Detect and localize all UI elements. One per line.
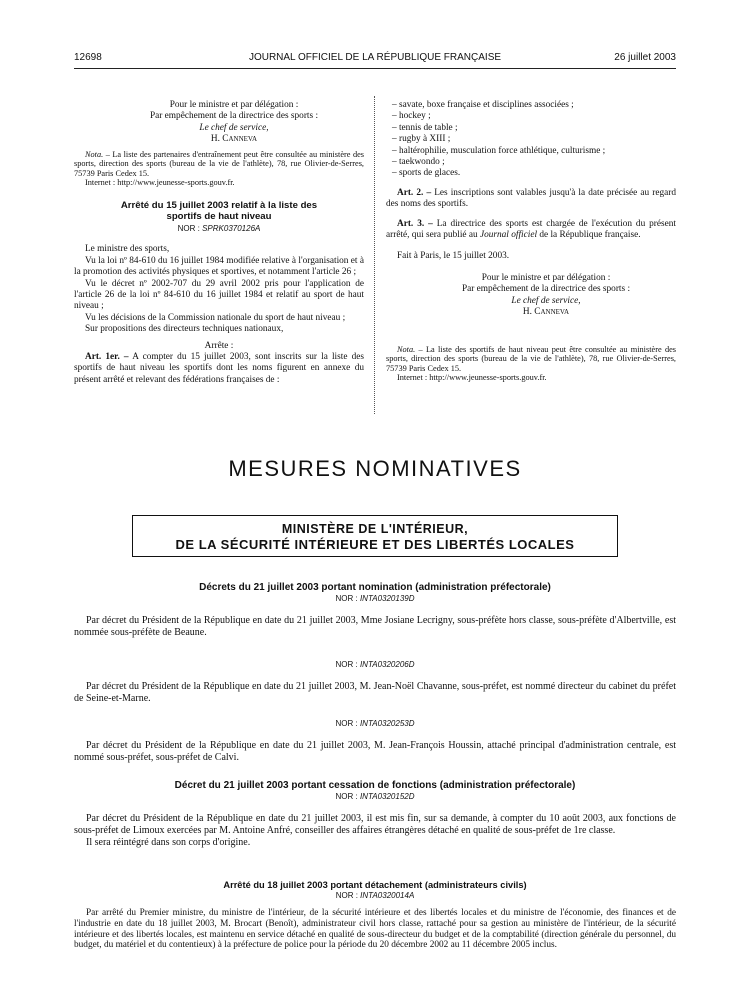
article-text: La directrice des sports est chargée de l'exécution du présent arrêté, qui sera publié au xyxy=(386,218,677,241)
nor-line xyxy=(74,891,676,900)
note-label: Nota. – xyxy=(397,344,423,354)
nor-label: NOR : xyxy=(335,891,358,900)
nor-code: INTA0320253D xyxy=(359,719,415,728)
nor-code: INTA0320014A xyxy=(360,891,415,900)
issue-date: 26 juillet 2003 xyxy=(614,52,676,63)
signature-line: Par empêchement de la directrice des sports : xyxy=(149,111,319,122)
note-text: La liste des sportifs de haut niveau peut être consultée au ministère des sports, direction des sports (bureau de la vie de l'athlète), 78, rue Olivier-de-Serres, 75739 Paris Cedex 15. xyxy=(386,344,677,373)
signature-block xyxy=(386,273,676,319)
decree-section xyxy=(74,718,676,764)
nor-line xyxy=(74,660,676,669)
nor-line xyxy=(74,594,676,603)
arrete-nor xyxy=(74,223,364,234)
nor-line xyxy=(74,719,676,728)
nor-label: NOR : xyxy=(335,792,358,801)
column-separator xyxy=(374,96,375,414)
right-column xyxy=(386,100,676,383)
decree-section xyxy=(74,659,676,705)
journal-title: JOURNAL OFFICIEL DE LA RÉPUBLIQUE FRANÇAISE xyxy=(248,52,502,63)
minister-line: Le ministre des sports, xyxy=(85,244,170,255)
section-title: Décrets du 21 juillet 2003 portant nomination (administration préfectorale) xyxy=(199,582,551,593)
article-2 xyxy=(386,188,676,211)
note-paragraph xyxy=(386,345,676,374)
signature-title: Le chef de service, xyxy=(199,122,269,133)
nor-label: NOR : xyxy=(335,719,358,728)
journal-name: Journal officiel xyxy=(479,230,538,241)
list-item: – taekwondo ; xyxy=(392,157,445,168)
signature-line: Pour le ministre et par délégation : xyxy=(481,272,611,283)
header-rule xyxy=(74,68,676,69)
decree-text: Par décret du Président de la République en date du 21 juillet 2003, Mme Josiane Lecrigny, sous-préfète hors classe, sous-préfète d'Albertville, est nommée sous-préfète de Beaune. xyxy=(74,615,676,638)
nor-line xyxy=(74,792,676,801)
note-label: Nota. – xyxy=(85,149,110,159)
article-3 xyxy=(386,219,676,242)
decree-section xyxy=(74,880,676,951)
list-item: – haltérophilie, musculation force athlétique, culturisme ; xyxy=(392,145,606,156)
list-item: – savate, boxe française et disciplines associées ; xyxy=(392,100,574,110)
signature-line: Pour le ministre et par délégation : xyxy=(169,100,299,110)
article-label: Art. 3. – xyxy=(397,218,433,229)
list-item: – sports de glaces. xyxy=(392,168,461,179)
ministry-line: MINISTÈRE DE L'INTÉRIEUR, xyxy=(281,522,469,536)
decree-text: Par décret du Président de la République en date du 21 juillet 2003, M. Jean-Noël Chavanne, sous-préfet, est nommé directeur du cabinet du préfet de Seine-et-Marne. xyxy=(74,681,676,704)
left-column xyxy=(74,100,364,386)
list-item: – tennis de table ; xyxy=(392,122,458,133)
signature-line: Par empêchement de la directrice des sports : xyxy=(461,284,631,295)
decree-text: Il sera réintégré dans son corps d'origine. xyxy=(86,837,251,848)
article-label: Art. 2. – xyxy=(397,187,432,198)
signatory-name: H. Canneva xyxy=(522,307,570,318)
decree-section xyxy=(74,780,676,849)
note-internet: Internet : http://www.jeunesse-sports.gouv.fr. xyxy=(397,373,547,383)
decree-text: Par décret du Président de la République en date du 21 juillet 2003, il est mis fin, sur sa demande, à compter du 10 août 2003, aux fonctions de sous-préfet de Limoux exercées par M. Antoine Anfré, conseiller des affaires étrangères détaché en qualité de sous-préfet de 1re classe. xyxy=(74,813,676,836)
nor-label: NOR : xyxy=(335,660,358,669)
visa: Vu les décisions de la Commission nationale du sport de haut niveau ; xyxy=(85,312,346,323)
nor-label: NOR : xyxy=(335,594,358,603)
article-1 xyxy=(74,352,364,386)
signature-title: Le chef de service, xyxy=(511,295,581,306)
section-title: Arrêté du 18 juillet 2003 portant détachement (administrateurs civils) xyxy=(223,880,527,890)
arrete-word: Arrête : xyxy=(204,340,234,351)
ministry-line: DE LA SÉCURITÉ INTÉRIEURE ET DES LIBERTÉS LOCALES xyxy=(175,537,575,552)
page-number: 12698 xyxy=(74,52,102,63)
arrete-title: Arrêté du 15 juillet 2003 relatif à la liste des sportifs de haut niveau xyxy=(120,200,318,222)
nor-code: INTA0320206D xyxy=(359,660,415,669)
signatory-name: H. Canneva xyxy=(210,134,258,145)
nor-code: INTA0320152D xyxy=(359,792,415,801)
federation-list xyxy=(386,100,676,180)
article-text: A compter du 15 juillet 2003, sont inscrits sur la liste des sportifs de haut niveau les sportifs dont les noms figurent en annexe du présent arrêté et relevant des fédérations françaises de : xyxy=(74,352,364,385)
signature-block xyxy=(74,100,364,146)
visa: Vu la loi nº 84-610 du 16 juillet 1984 modifiée relative à l'organisation et à la promotion des activités physiques et sportives, et notamment l'article 26 ; xyxy=(74,255,364,278)
decree-text: Par décret du Président de la République en date du 21 juillet 2003, M. Jean-François Houssin, attaché principal d'administration centrale, est nommé sous-préfet, sous-préfet de Calvi. xyxy=(74,740,676,763)
fait-line: Fait à Paris, le 15 juillet 2003. xyxy=(397,251,510,262)
list-item: – rugby à XIII ; xyxy=(392,134,451,145)
article-label: Art. 1er. – xyxy=(85,352,129,363)
visa: Sur propositions des directeurs techniques nationaux, xyxy=(85,324,284,335)
note-internet: Internet : http://www.jeunesse-sports.gouv.fr. xyxy=(85,178,235,188)
ministry-box xyxy=(132,515,618,557)
note-paragraph xyxy=(74,150,364,179)
article-text: Les inscriptions sont valables jusqu'à la date précisée au regard des noms des sportifs. xyxy=(386,187,677,210)
decree-text: Par arrêté du Premier ministre, du ministre de l'intérieur, de la sécurité intérieure et des libertés locales et du ministre de l'économie, des finances et de l'industrie en date du 18 juillet 2003, M. Brocart (Benoît), administrateur civil hors classe, rattaché pour sa gestion au ministère de l'intérieur, de la sécurité intérieure et des libertés locales, est maintenu en service détaché en qualité de sous-directeur du budget et de la comptabilité (direction générale du personnel, du budget, du matériel et du contentieux) à la préfecture de police pour la période du 20 décembre 2002 au 11 décembre 2005 inclus. xyxy=(74,908,676,951)
nor-code: INTA0320139D xyxy=(359,594,415,603)
mesures-nominatives-heading: MESURES NOMINATIVES xyxy=(228,456,522,481)
note-text: La liste des partenaires d'entraînement peut être consultée au ministère des sports, direction des sports (bureau de la vie de l'athlète), 78, rue Olivier-de-Serres, 75739 Paris Cedex 15. xyxy=(74,149,365,178)
visa: Vu le décret nº 2002-707 du 29 avril 2002 pris pour l'application de l'article 26 de la loi nº 84-610 du 16 juillet 1984 et relatif au sport de haut niveau ; xyxy=(74,278,364,312)
article-text: de la République française. xyxy=(539,230,641,241)
nor-code: SPRK0370126A xyxy=(202,224,261,233)
nor-label: NOR : xyxy=(177,224,200,233)
list-item: – hockey ; xyxy=(392,111,431,122)
decree-section xyxy=(74,582,676,639)
section-title: Décret du 21 juillet 2003 portant cessation de fonctions (administration préfectorale) xyxy=(174,780,576,791)
